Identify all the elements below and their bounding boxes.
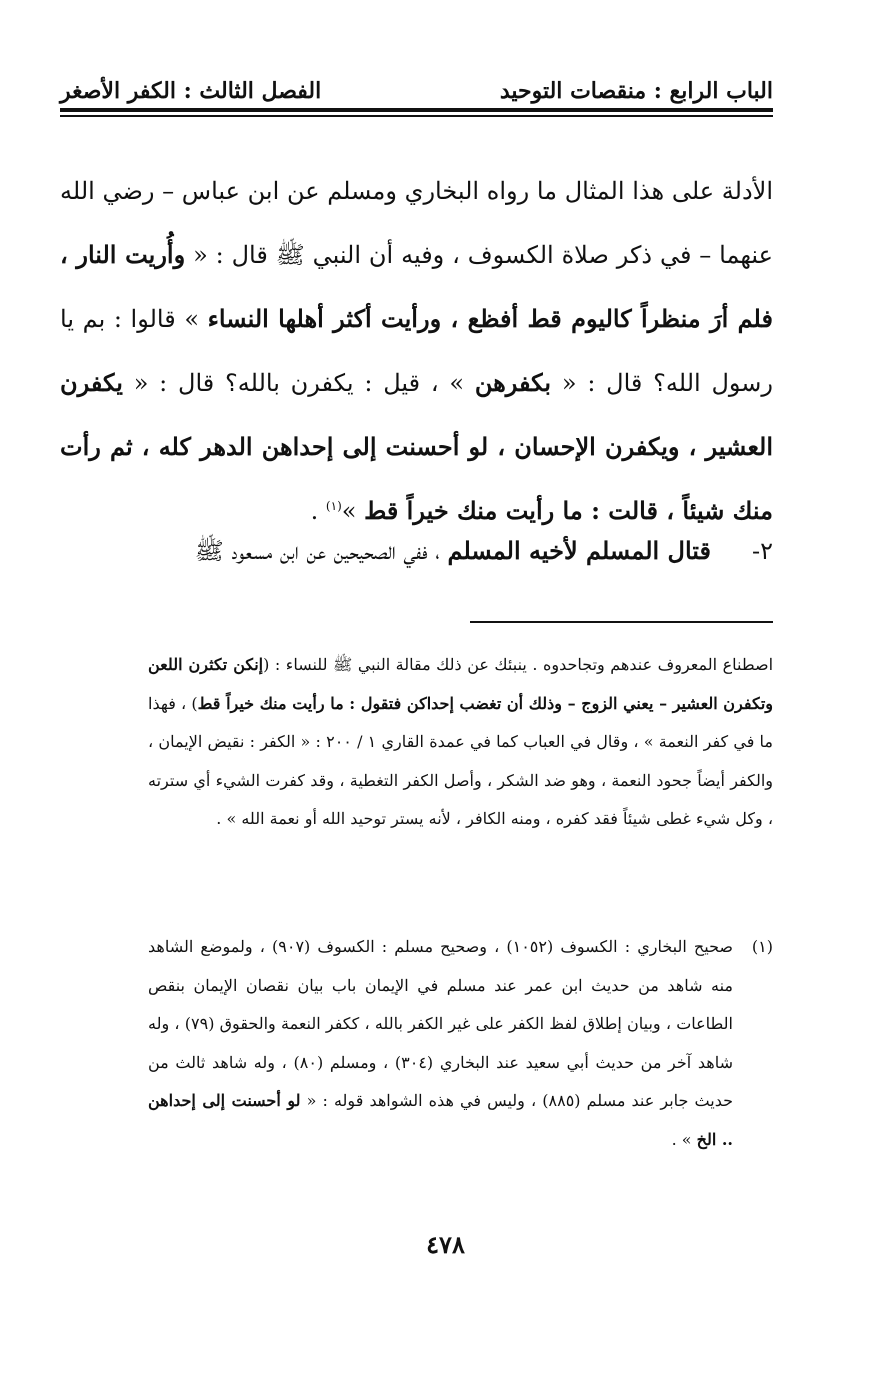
chapter-title: الباب الرابع : منقصات التوحيد xyxy=(499,78,773,104)
hadith-paragraph: الأدلة على هذا المثال ما رواه البخاري ومسلم عن ابن عباس – رضي الله عنهما – في ذكر صلاة الكسوف ، وفيه أن النبي ﷺ قال : « وأُريت النار ، فلم أرَ منظراً كاليوم قط أفظع ، ورأيت أكثر أهلها النساء » قالوا : بم يا رسول الله؟ قال : « بكفرهن » ، قيل : يكفرن بالله؟ قال : « يكفرن العشير ، ويكفرن الإحسان ، لو أحسنت إلى إحداهن الدهر كله ، ثم رأت منك شيئاً ، قالت : ما رأيت منك خيراً قط »$^{(١)}$ . xyxy=(60,177,773,525)
footnote-1: (١) صحيح البخاري : الكسوف (١٠٥٢) ، وصحيح مسلم : الكسوف (٩٠٧) ، ولموضع الشاهد منه شاهد من حديث ابن عمر عند مسلم في الإيمان باب بيان نقصان الإيمان بنقص الطاعات ، وبيان إطلاق لفظ الكفر على غير الكفر بالله ، ككفر النعمة والحقوق (٧٩) ، وله شاهد آخر من حديث أبي سعيد عند البخاري (٣٠٤) ، ومسلم (٨٠) ، وله شاهد ثالث من حديث جابر عند مسلم (٨٨٥) ، وليس في هذه الشواهد قوله : « لو أحسنت إلى إحداهن .. الخ » . xyxy=(148,928,773,1159)
footnote-separator xyxy=(470,621,773,623)
section-title: الفصل الثالث : الكفر الأصغر xyxy=(60,78,322,104)
item-text: ، ففي الصحيحين عن ابن مسعود ﷺ xyxy=(194,537,448,565)
header-rule-thin xyxy=(60,115,773,117)
item-heading: قتال المسلم لأخيه المسلم xyxy=(447,536,711,565)
footnote-ref: (١) xyxy=(325,499,342,513)
footnote-number: (١) xyxy=(751,937,773,956)
item-number: ٢- xyxy=(752,537,773,565)
main-text xyxy=(60,160,773,543)
footnote-continuation: اصطناع المعروف عندهم وتجاحدوه . ينبئك عن ذلك مقالة النبي ﷺ للنساء : (إنكن تكثرن اللعن وتكفرن العشير – يعني الزوج – وذلك أن تغضب إحداكن فتقول : ما رأيت منك خيراً قط) ، فهذا ما في كفر النعمة » ، وقال في العباب كما في عمدة القاري ١ / ٢٠٠ : « الكفر : نقيض الإيمان ، والكفر أيضاً جحود النعمة ، وهو ضد الشكر ، وأصل الكفر التغطية ، وقد كفرت الشيء أي سترته ، وكل شيء غطى شيئاً فقد كفره ، ومنه الكافر ، لأنه يستر توحيد الله أو نعمة الله » . xyxy=(148,655,774,828)
running-header xyxy=(60,64,773,104)
header-rule-thick xyxy=(60,108,773,112)
page-number: ٤٧٨ xyxy=(426,1230,465,1259)
list-item-2 xyxy=(60,523,773,579)
